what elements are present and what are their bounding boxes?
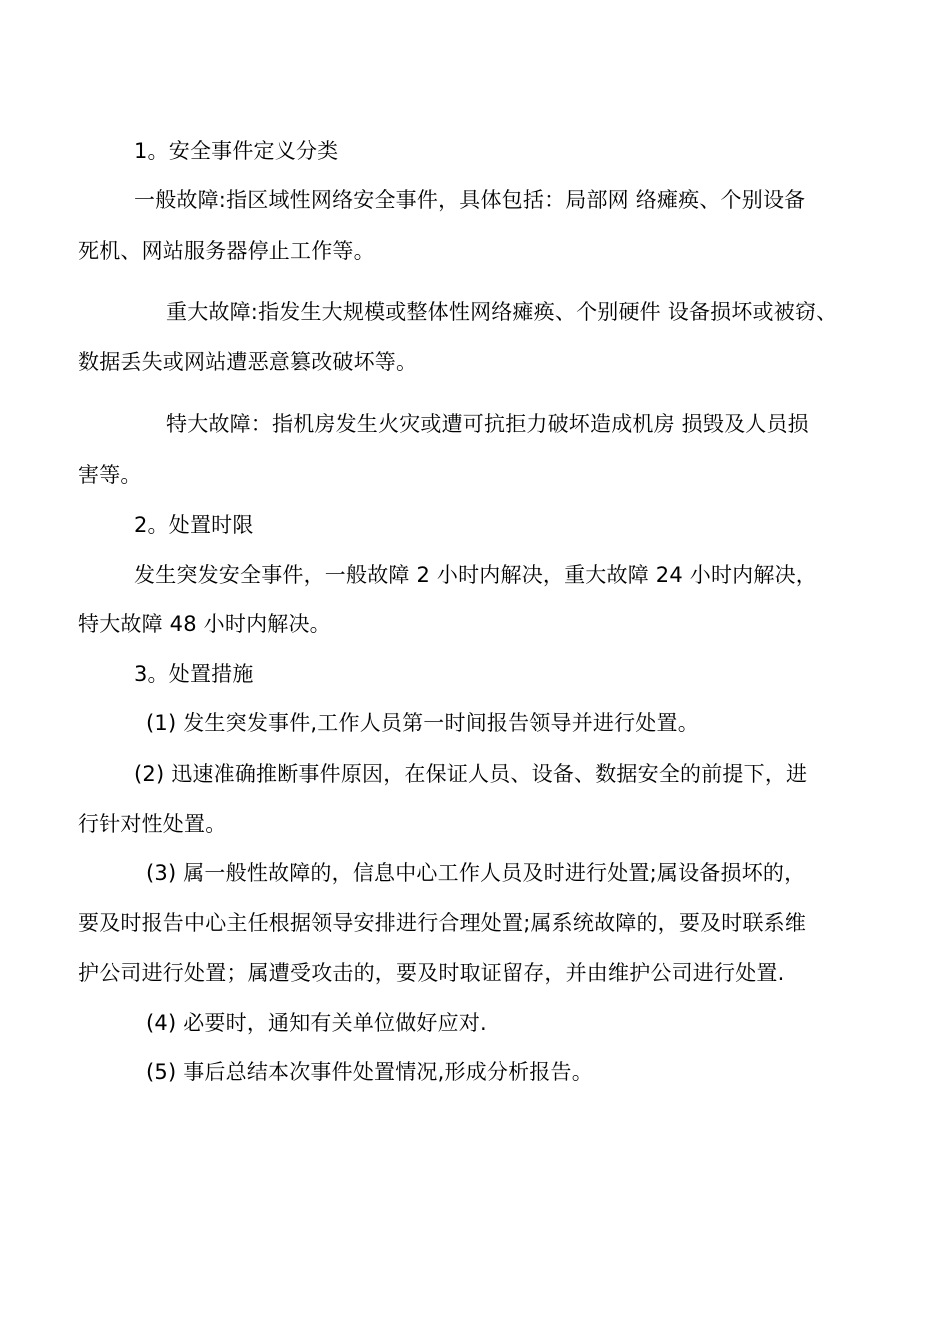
paragraph-general-fault: 死机、网站服务器停止工作等。: [78, 239, 375, 263]
paragraph-severe-fault: 害等。: [78, 463, 142, 487]
section-heading-3: 3。处置措施: [134, 662, 254, 686]
measure-item-2: 行针对性处置。: [78, 812, 227, 836]
measure-item-5: (5) 事后总结本次事件处置情况,形成分析报告。: [146, 1060, 593, 1084]
paragraph-severe-fault: 特大故障：指机房发生火灾或遭可抗拒力破坏造成机房 损毁及人员损: [166, 412, 809, 436]
measure-item-2: (2) 迅速准确推断事件原因，在保证人员、设备、数据安全的前提下，进: [134, 762, 808, 786]
measure-item-4: (4) 必要时，通知有关单位做好应对.: [146, 1011, 487, 1035]
measure-item-3: 护公司进行处置；属遭受攻击的，要及时取证留存，并由维护公司进行处置.: [78, 961, 785, 985]
paragraph-major-fault: 数据丢失或网站遭恶意篡改破坏等。: [78, 350, 418, 374]
paragraph-major-fault: 重大故障:指发生大规模或整体性网络瘫痪、个别硬件 设备损坏或被窃、: [166, 300, 838, 324]
measure-item-3: 要及时报告中心主任根据领导安排进行合理处置;属系统故障的，要及时联系维: [78, 911, 807, 935]
section-heading-1: 1。安全事件定义分类: [134, 139, 339, 163]
paragraph-general-fault: 一般故障:指区域性网络安全事件，具体包括：局部网 络瘫痪、个别设备: [134, 188, 806, 212]
paragraph-time-limit: 特大故障 48 小时内解决。: [78, 612, 331, 636]
measure-item-3: (3) 属一般性故障的，信息中心工作人员及时进行处置;属设备损坏的，: [146, 861, 806, 885]
measure-item-1: (1) 发生突发事件,工作人员第一时间报告领导并进行处置。: [146, 711, 699, 735]
paragraph-time-limit: 发生突发安全事件，一般故障 2 小时内解决，重大故障 24 小时内解决，: [134, 563, 817, 587]
section-heading-2: 2。处置时限: [134, 513, 254, 537]
